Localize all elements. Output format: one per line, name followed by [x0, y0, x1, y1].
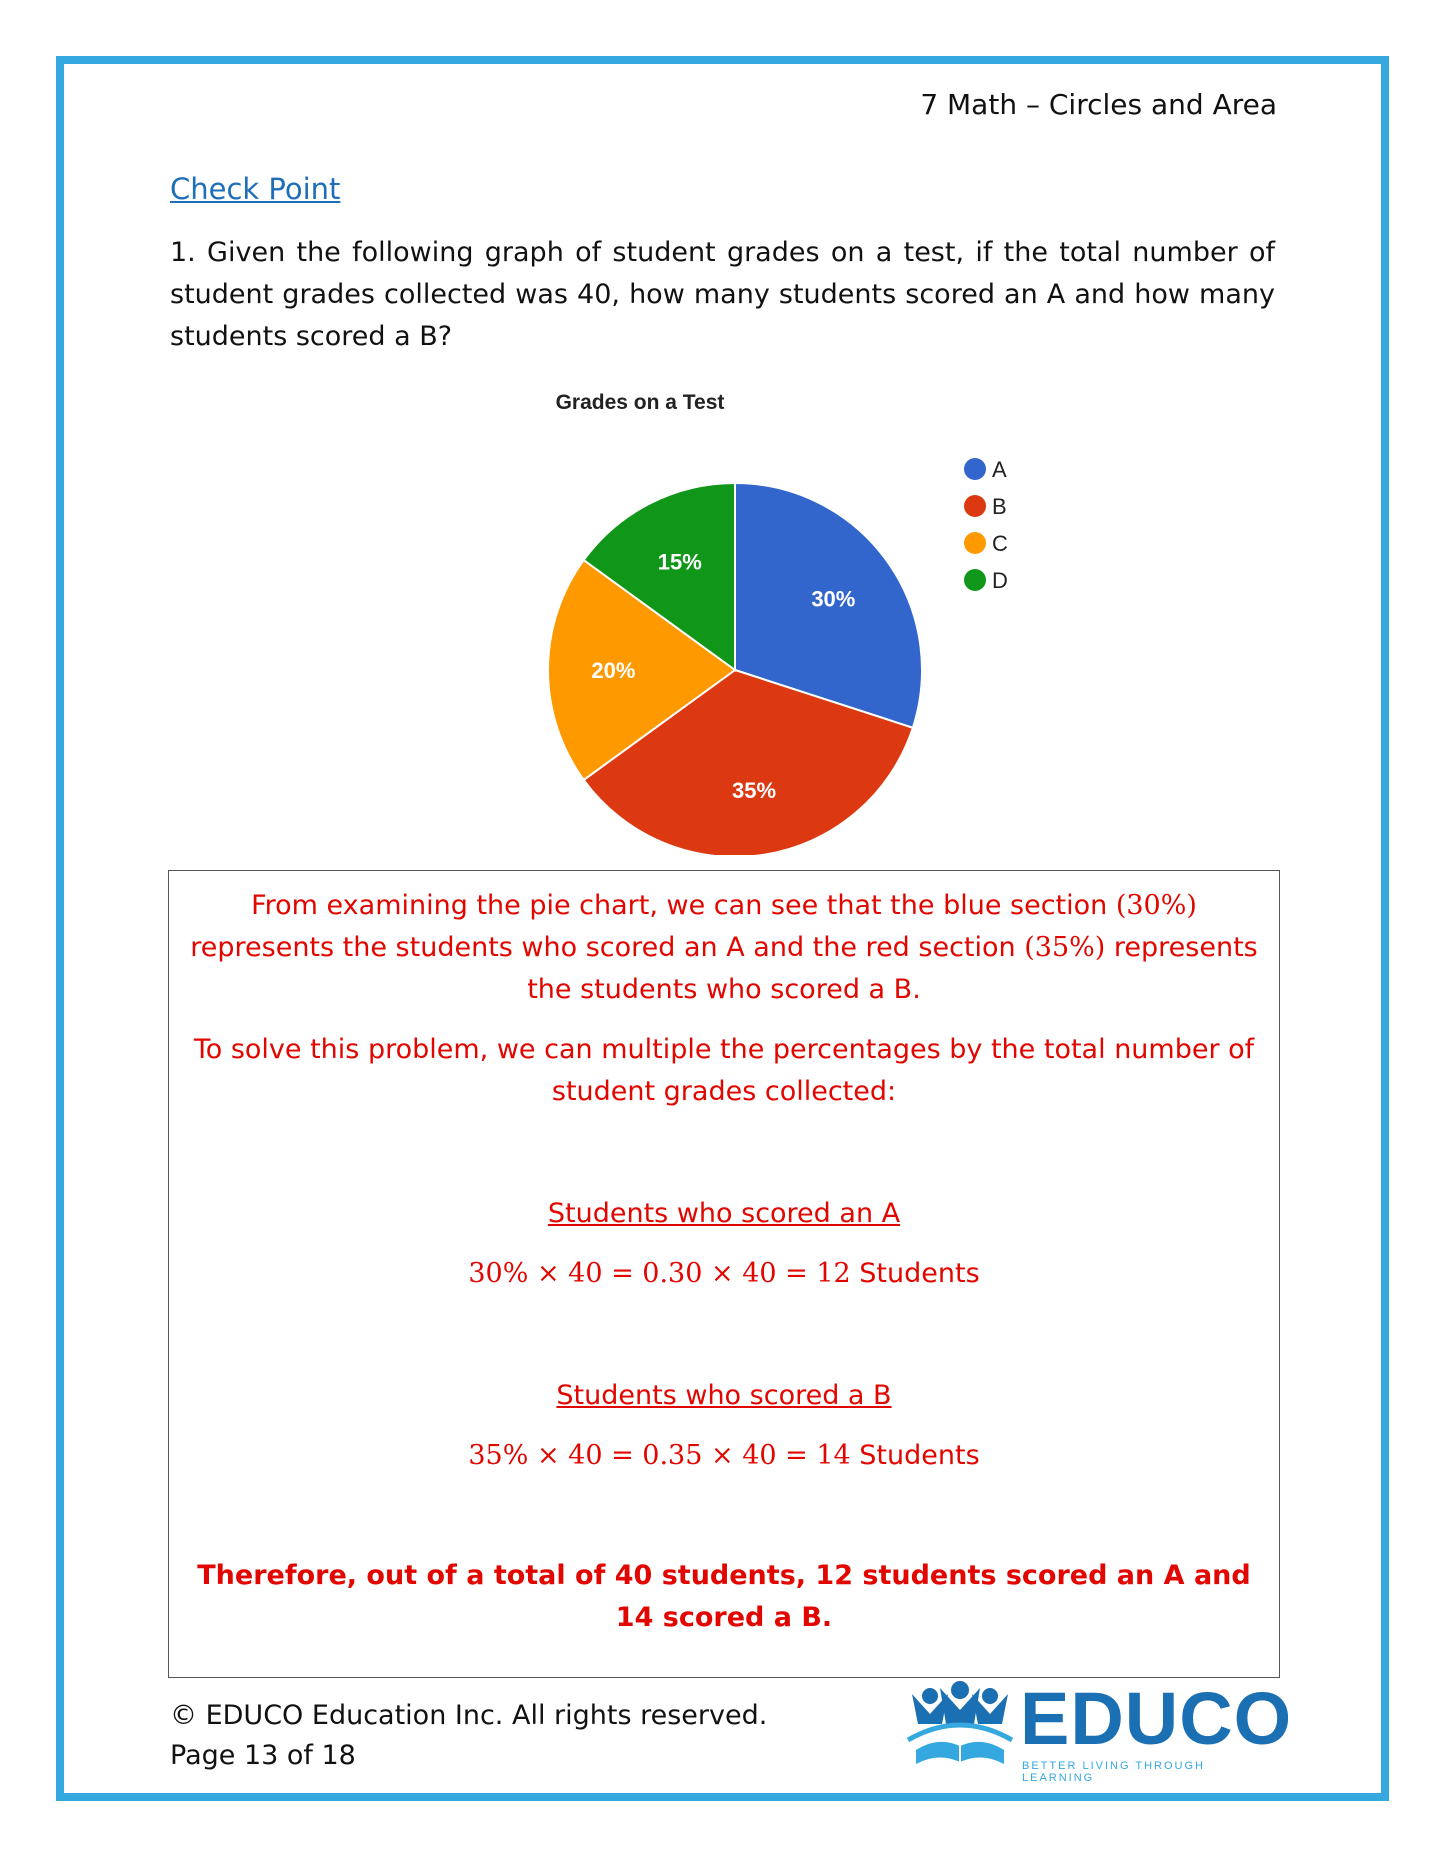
- heading-students-a: Students who scored an A: [547, 1198, 901, 1229]
- equation-b-math: 35% × 40 = 0.35 × 40 = 14: [468, 1440, 851, 1471]
- pie-label-c: 20%: [591, 658, 636, 683]
- logo-people-book-icon: [900, 1680, 1020, 1780]
- logo-tagline: BETTER LIVING THROUGH LEARNING: [1022, 1760, 1205, 1784]
- chart-legend: [964, 457, 1008, 593]
- heading-students-b: Students who scored a B: [556, 1380, 892, 1411]
- pie-label-a: 30%: [811, 586, 856, 612]
- legend-label-a: A: [992, 457, 1007, 482]
- equation-a: [169, 1253, 1279, 1295]
- legend-swatch-b: [964, 495, 986, 517]
- equation-b-unit: Students: [850, 1440, 980, 1471]
- header-title: 7 Math – Circles and Area: [920, 88, 1277, 121]
- conclusion-text: Therefore, out of a total of 40 students, 12 students scored an A and 14 scored a B.: [197, 1560, 1251, 1633]
- legend-swatch-c: [964, 532, 986, 554]
- legend-label-c: C: [992, 531, 1008, 556]
- answer-pct-a: (30%): [1115, 890, 1197, 921]
- equation-a-unit: Students: [850, 1258, 980, 1289]
- answer-paragraph-1: [189, 885, 1259, 1011]
- answer-box: [168, 870, 1280, 1678]
- answer-text-part: represents the students who scored a B.: [527, 932, 1258, 1005]
- chart-title: Grades on a Test: [555, 391, 725, 414]
- answer-pct-b: (35%): [1024, 932, 1106, 963]
- legend-label-d: D: [992, 568, 1008, 593]
- footer-copyright: © EDUCO Education Inc. All rights reserved.: [170, 1700, 768, 1731]
- answer-text-part: From examining the pie chart, we can see that the blue section: [251, 890, 1116, 921]
- logo-wordmark: EDUCO: [1020, 1677, 1293, 1760]
- pie-label-b: 35%: [731, 778, 777, 804]
- legend-swatch-a: [964, 458, 986, 480]
- pie-chart: [520, 385, 1040, 855]
- question-text: 1. Given the following graph of student grades on a test, if the total number of student grades collected was 40, how many students scored an A and how many students scored a B?: [170, 237, 1275, 352]
- answer-paragraph-2: To solve this problem, we can multiple the percentages by the total number of student grades collected:: [193, 1034, 1255, 1107]
- equation-b: [169, 1435, 1279, 1477]
- pie-label-d: 15%: [657, 549, 702, 575]
- legend-label-b: B: [992, 494, 1007, 519]
- answer-text-part: represents the students who scored an A and the red section: [190, 932, 1025, 963]
- footer-page-number: Page 13 of 18: [170, 1740, 356, 1771]
- section-title: Check Point: [170, 172, 341, 206]
- equation-a-math: 30% × 40 = 0.30 × 40 = 12: [468, 1258, 851, 1289]
- legend-swatch-d: [964, 569, 986, 591]
- educo-logo: [900, 1677, 1293, 1784]
